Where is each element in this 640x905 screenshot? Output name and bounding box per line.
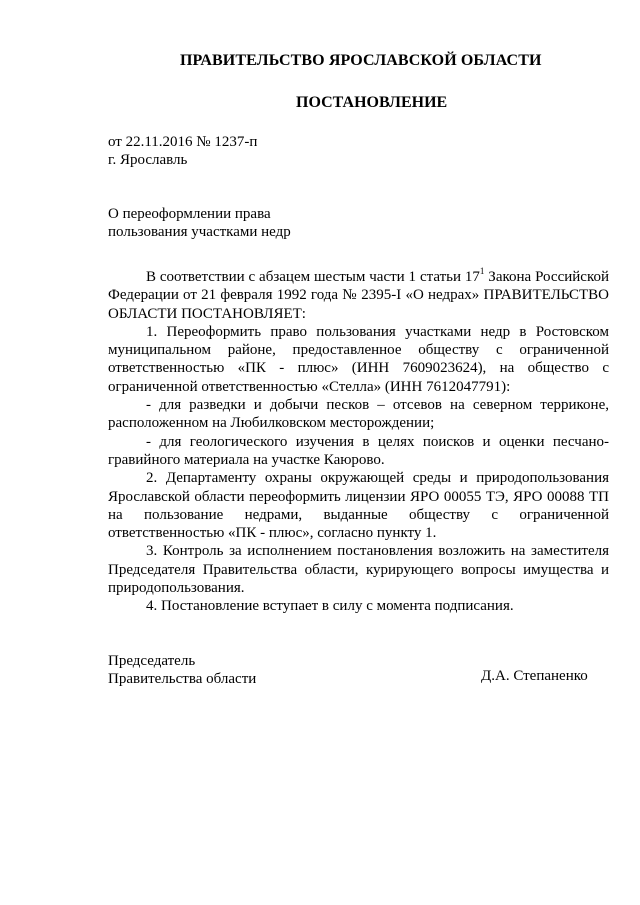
signer-title-line-1: Председатель bbox=[108, 653, 196, 669]
item-1-dash-2: - для геологического изучения в целях поисков и оценки песчано-гравийного материала на участке Каюрово. bbox=[108, 433, 609, 468]
intro-paragraph bbox=[108, 268, 609, 323]
document-type: ПОСТАНОВЛЕНИЕ bbox=[296, 94, 448, 111]
item-1: 1. Переоформить право пользования участками недр в Ростовском муниципальном районе, предоставленное обществу с ограниченной ответственностью «ПК - плюс» (ИНН 7609023624), на общество с ограниченной ответственностью «Стелла» (ИНН 7612047791): bbox=[108, 323, 609, 395]
subject-line-1: О переоформлении права bbox=[108, 206, 271, 222]
article-superscript: 1 bbox=[479, 266, 485, 276]
city: г. Ярославль bbox=[108, 152, 188, 168]
item-2: 2. Департаменту охраны окружающей среды и природопользования Ярославской области переоформить лицензии ЯРО 00055 ТЭ, ЯРО 00088 ТП на пользование недрами, выданные обществу с ограниченной ответственностью «ПК - плюс», согласно пункту 1. bbox=[108, 470, 609, 542]
item-4: 4. Постановление вступает в силу с момента подписания. bbox=[146, 598, 514, 615]
signer-title-line-2: Правительства области bbox=[108, 671, 257, 687]
date-number: от 22.11.2016 № 1237-п bbox=[108, 134, 258, 150]
intro-text-a: В соответствии с абзацем шестым части 1 статьи 17 bbox=[146, 269, 480, 285]
government-title: ПРАВИТЕЛЬСТВО ЯРОСЛАВСКОЙ ОБЛАСТИ bbox=[180, 52, 542, 69]
item-3: 3. Контроль за исполнением постановления возложить на заместителя Председателя Правительства области, курирующего вопросы имущества и природопользования. bbox=[108, 543, 609, 597]
intro-text-b: Закона Российской Федерации от 21 февраля 1992 года № 2395-I «О недрах» ПРАВИТЕЛЬСТВО ОБЛАСТИ ПОСТАНОВЛЯЕТ: bbox=[108, 269, 609, 322]
subject-line-2: пользования участками недр bbox=[108, 224, 291, 240]
item-1-dash-1: - для разведки и добычи песков – отсевов на северном терриконе, расположенном на Любилковском месторождении; bbox=[108, 397, 609, 432]
signer-name: Д.А. Степаненко bbox=[481, 668, 588, 684]
document-body bbox=[108, 268, 609, 616]
